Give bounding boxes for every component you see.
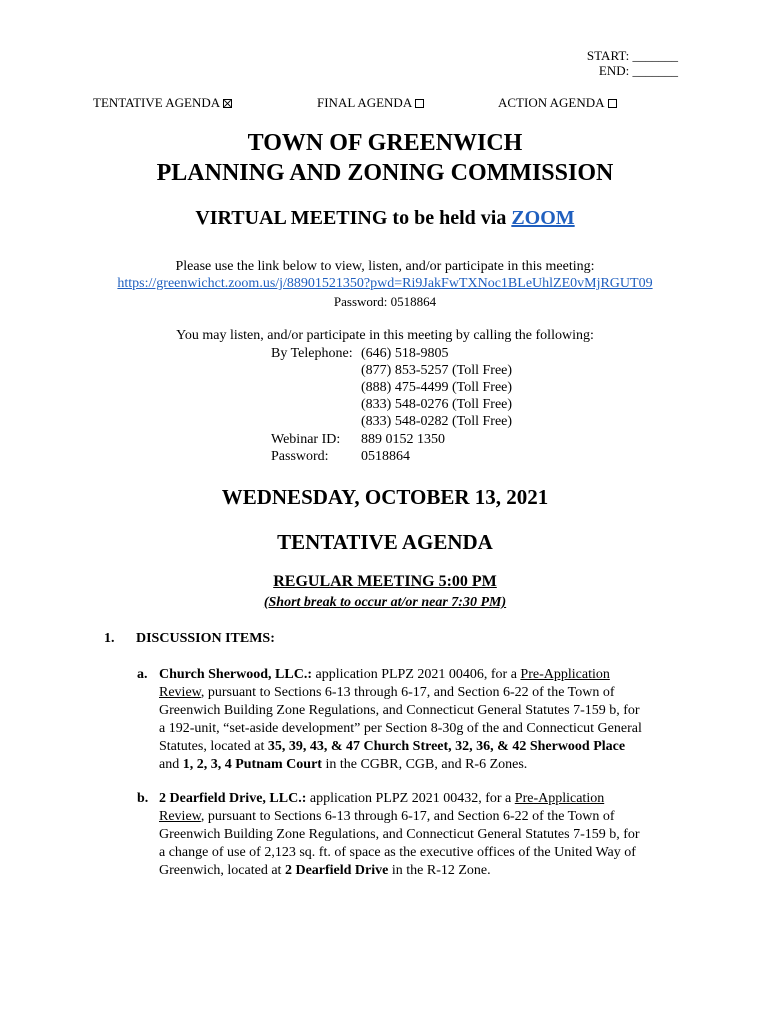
virtual-meeting-text: VIRTUAL MEETING to be held via [195, 207, 512, 229]
zoom-meeting-url[interactable]: https://greenwichct.zoom.us/j/88901521350?pwd=Ri9JakFwTXNoc1BLeUhlZE0vMjRGUT09 [117, 276, 653, 291]
end-time-field: END: _______ [598, 63, 678, 78]
meeting-password-line: Password: 0518864 [333, 294, 437, 309]
applicant-name: 2 Dearfield Drive, LLC.: [159, 791, 307, 806]
telephone-number: (888) 475-4499 (Toll Free) [361, 380, 513, 395]
item-text: , pursuant to Sections 6-13 through 6-17, and Section 6-22 of the Town of [200, 685, 615, 700]
item-text: Statutes, located at [159, 739, 268, 754]
review-link[interactable]: Review [159, 809, 201, 824]
item-text: application PLPZ 2021 00432, for a [306, 791, 515, 806]
item-text: a 192-unit, “set-aside development” per Section 8-30g of the and Connecticut General [159, 721, 642, 736]
pre-application-link[interactable]: Pre-Application [520, 667, 610, 682]
property-address: 2 Dearfield Drive [284, 863, 389, 878]
regular-meeting-time: REGULAR MEETING 5:00 PM [273, 573, 497, 590]
agenda-type-tentative [93, 94, 232, 111]
password-label: Password: [271, 449, 329, 464]
item-text: , pursuant to Sections 6-13 through 6-17, and Section 6-22 of the Town of [200, 809, 615, 824]
section-number: 1. [104, 631, 115, 646]
empty-box-icon [608, 99, 617, 108]
agenda-type-label: FINAL AGENDA [317, 95, 413, 110]
agenda-title: TENTATIVE AGENDA [277, 530, 493, 554]
zoom-link[interactable]: ZOOM [511, 207, 575, 229]
property-address: 35, 39, 43, & 47 Church Street, 32, 36, & 42 Sherwood Place [267, 739, 626, 754]
item-letter: a. [137, 667, 148, 682]
agenda-type-label: TENTATIVE AGENDA [93, 95, 221, 110]
item-text: and [159, 757, 183, 772]
item-text: Greenwich Building Zone Regulations, and Connecticut General Statutes 7-159 b, for [159, 703, 640, 718]
meeting-date: WEDNESDAY, OCTOBER 13, 2021 [221, 485, 549, 509]
item-text: application PLPZ 2021 00406, for a [312, 667, 521, 682]
link-intro: Please use the link below to view, listen, and/or participate in this meeting: [175, 259, 595, 274]
break-note: (Short break to occur at/or near 7:30 PM) [263, 595, 507, 610]
agenda-type-final [317, 94, 424, 111]
property-address: 1, 2, 3, 4 Putnam Court [182, 757, 322, 772]
webinar-label: Webinar ID: [271, 432, 341, 447]
agenda-type-action [498, 94, 617, 111]
item-text: a change of use of 2,123 sq. ft. of space as the executive offices of the United Way of [159, 845, 636, 860]
virtual-meeting-heading [0, 205, 770, 231]
phone-intro: You may listen, and/or participate in this meeting by calling the following: [176, 328, 594, 343]
start-time-field: START: _______ [586, 48, 678, 63]
item-text: in the R-12 Zone. [388, 863, 491, 878]
item-text: Greenwich, located at [159, 863, 285, 878]
password-value: 0518864 [361, 449, 410, 464]
telephone-number: (833) 548-0276 (Toll Free) [361, 397, 513, 412]
telephone-number: (646) 518-9805 [361, 346, 449, 361]
checked-box-icon [223, 99, 232, 108]
item-letter: b. [137, 791, 149, 806]
agenda-item-church-sherwood [159, 666, 679, 774]
title-town: TOWN OF GREENWICH [247, 130, 523, 156]
empty-box-icon [415, 99, 424, 108]
telephone-label: By Telephone: [271, 346, 353, 361]
title-commission: PLANNING AND ZONING COMMISSION [156, 160, 614, 186]
item-text: in the CGBR, CGB, and R-6 Zones. [321, 757, 528, 772]
review-link[interactable]: Review [159, 685, 201, 700]
section-title: DISCUSSION ITEMS: [136, 631, 275, 646]
agenda-type-label: ACTION AGENDA [498, 95, 605, 110]
telephone-number: (877) 853-5257 (Toll Free) [361, 363, 513, 378]
webinar-id: 889 0152 1350 [361, 432, 445, 447]
item-text: Greenwich Building Zone Regulations, and Connecticut General Statutes 7-159 b, for [159, 827, 640, 842]
pre-application-link[interactable]: Pre-Application [514, 791, 605, 806]
agenda-item-dearfield-drive [159, 790, 679, 880]
applicant-name: Church Sherwood, LLC.: [159, 667, 312, 682]
telephone-number: (833) 548-0282 (Toll Free) [361, 414, 513, 429]
